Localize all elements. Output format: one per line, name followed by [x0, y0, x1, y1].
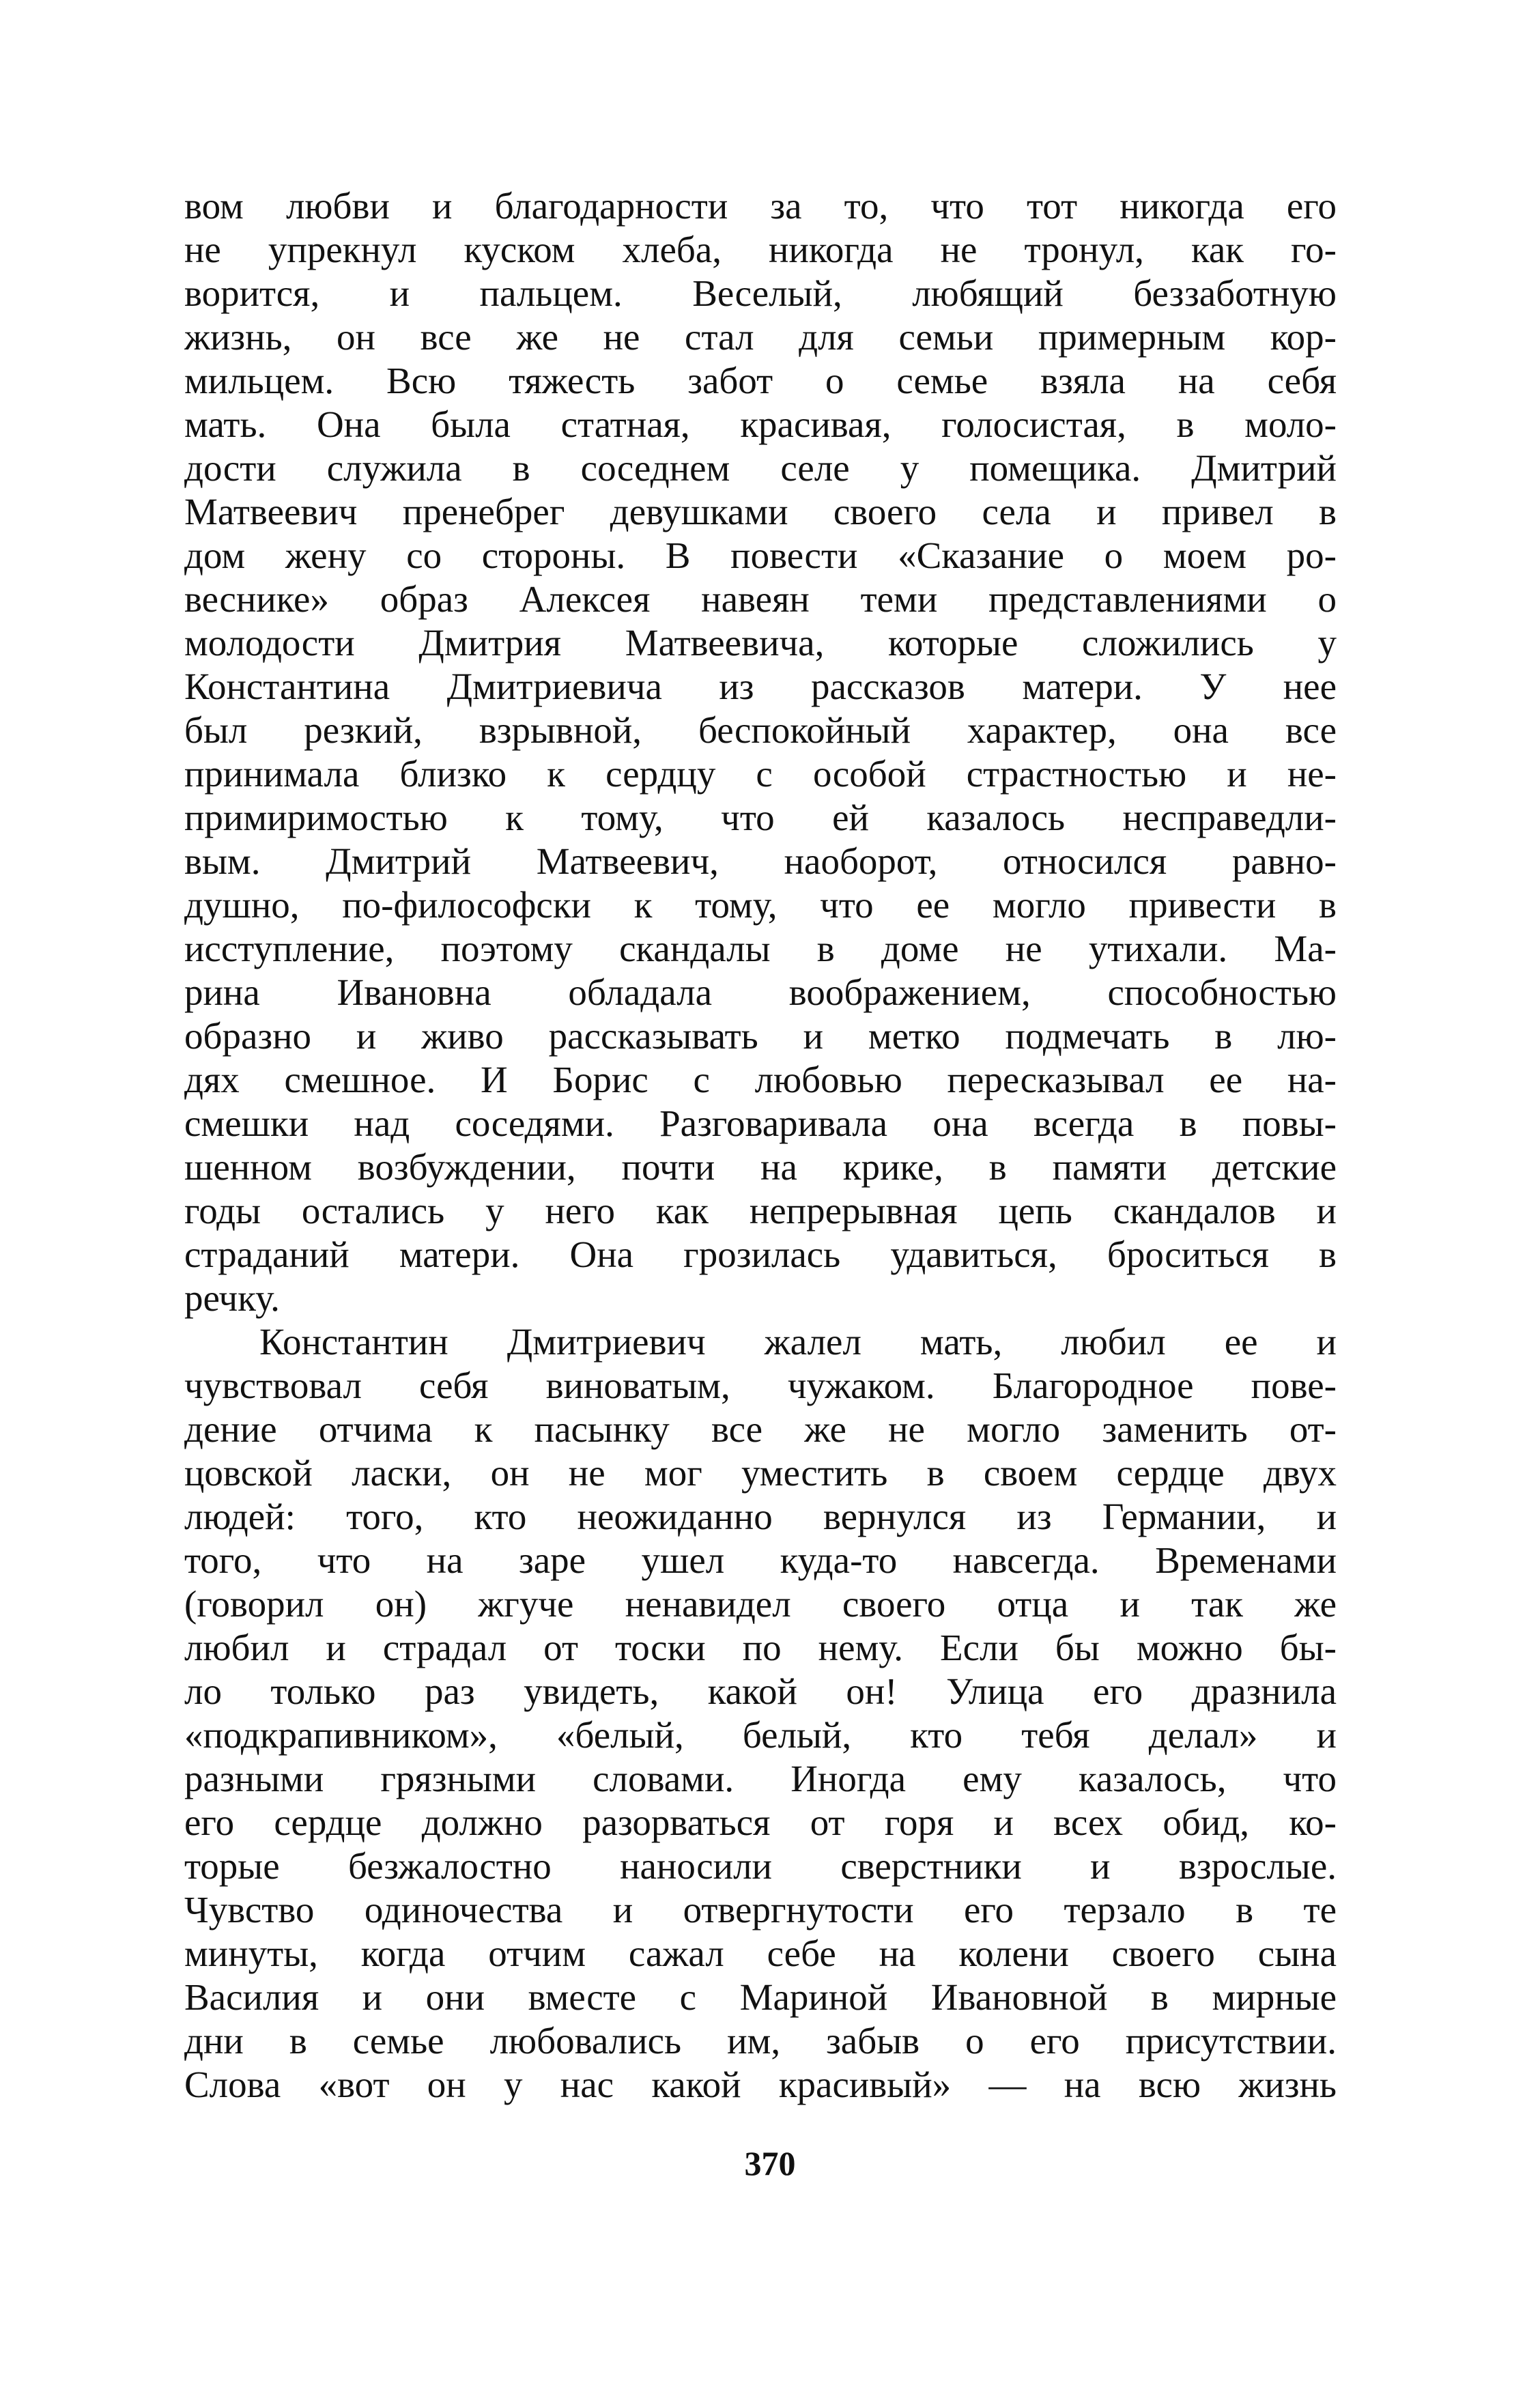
text-line: речку.	[184, 1277, 280, 1319]
text-line: молодости Дмитрия Матвеевича, которые сложились у	[184, 622, 1337, 664]
text-line: дом жену со стороны. В повести «Сказание о моем ро-	[184, 535, 1337, 576]
text-line: его сердце должно разорваться от горя и всех обид, ко-	[184, 1801, 1337, 1843]
text-line: принимала близко к сердцу с особой страстностью и не-	[184, 753, 1337, 795]
text-line: торые безжалостно наносили сверстники и взрослые.	[184, 1845, 1337, 1887]
text-line: «подкрапивником», «белый, белый, кто тебя делал» и	[184, 1714, 1337, 1756]
text-line: (говорил он) жгуче ненавидел своего отца и так же	[184, 1583, 1337, 1625]
text-line: Василия и они вместе с Мариной Ивановной в мирные	[184, 1976, 1337, 2018]
page-number: 370	[744, 2144, 796, 2182]
text-line: ло только раз увидеть, какой он! Улица его дразнила	[184, 1670, 1337, 1712]
text-line: Константин Дмитриевич жалел мать, любил ее и	[259, 1321, 1337, 1363]
text-line: вом любви и благодарности за то, что тот никогда его	[184, 185, 1337, 227]
text-line: веснике» образ Алексея навеян теми представлениями о	[184, 578, 1337, 620]
paragraph	[184, 184, 1337, 1320]
text-line: Константина Дмитриевича из рассказов матери. У нее	[184, 666, 1337, 707]
text-line: дях смешное. И Борис с любовью пересказывал ее на-	[184, 1059, 1337, 1100]
text-line: вым. Дмитрий Матвеевич, наоборот, относился равно-	[184, 840, 1337, 882]
text-line: образно и живо рассказывать и метко подмечать в лю-	[184, 1015, 1337, 1057]
text-line: мать. Она была статная, красивая, голосистая, в моло-	[184, 403, 1337, 445]
text-line: рина Ивановна обладала воображением, способностью	[184, 971, 1337, 1013]
text-line: людей: того, кто неожиданно вернулся из Германии, и	[184, 1496, 1337, 1537]
text-line: годы остались у него как непрерывная цепь скандалов и	[184, 1190, 1337, 1231]
text-line: Слова «вот он у нас какой красивый» — на всю жизнь	[184, 2064, 1337, 2105]
text-line: примиримостью к тому, что ей казалось несправедли-	[184, 797, 1337, 838]
text-line: минуты, когда отчим сажал себе на колени своего сына	[184, 1933, 1337, 1974]
text-line: ворится, и пальцем. Веселый, любящий беззаботную	[184, 272, 1337, 314]
text-line: дни в семье любовались им, забыв о его присутствии.	[184, 2020, 1337, 2062]
text-line: был резкий, взрывной, беспокойный характер, она все	[184, 709, 1337, 751]
text-line: смешки над соседями. Разговаривала она всегда в повы-	[184, 1102, 1337, 1144]
text-line: цовской ласки, он не мог уместить в своем сердце двух	[184, 1452, 1337, 1494]
text-line: душно, по-философски к тому, что ее могло привести в	[184, 884, 1337, 926]
text-line: дости служила в соседнем селе у помещика. Дмитрий	[184, 447, 1337, 489]
body-text	[184, 184, 1337, 2107]
text-line: страданий матери. Она грозилась удавиться, броситься в	[184, 1234, 1337, 1275]
text-line: дение отчима к пасынку все же не могло заменить от-	[184, 1408, 1337, 1450]
text-line: любил и страдал от тоски по нему. Если бы можно бы-	[184, 1627, 1337, 1668]
text-line: не упрекнул куском хлеба, никогда не тронул, как го-	[184, 229, 1337, 270]
text-line: того, что на заре ушел куда-то навсегда. Временами	[184, 1539, 1337, 1581]
text-line: жизнь, он все же не стал для семьи примерным кор-	[184, 316, 1337, 358]
text-line: мильцем. Всю тяжесть забот о семье взяла на себя	[184, 360, 1337, 401]
text-line: чувствовал себя виноватым, чужаком. Благородное пове-	[184, 1365, 1337, 1406]
text-line: шенном возбуждении, почти на крике, в памяти детские	[184, 1146, 1337, 1188]
text-line: исступление, поэтому скандалы в доме не утихали. Ма-	[184, 928, 1337, 969]
text-line: Матвеевич пренебрег девушками своего села и привел в	[184, 491, 1337, 532]
text-line: разными грязными словами. Иногда ему казалось, что	[184, 1758, 1337, 1799]
text-line: Чувство одиночества и отвергнутости его терзало в те	[184, 1889, 1337, 1930]
paragraph	[184, 1320, 1337, 2107]
